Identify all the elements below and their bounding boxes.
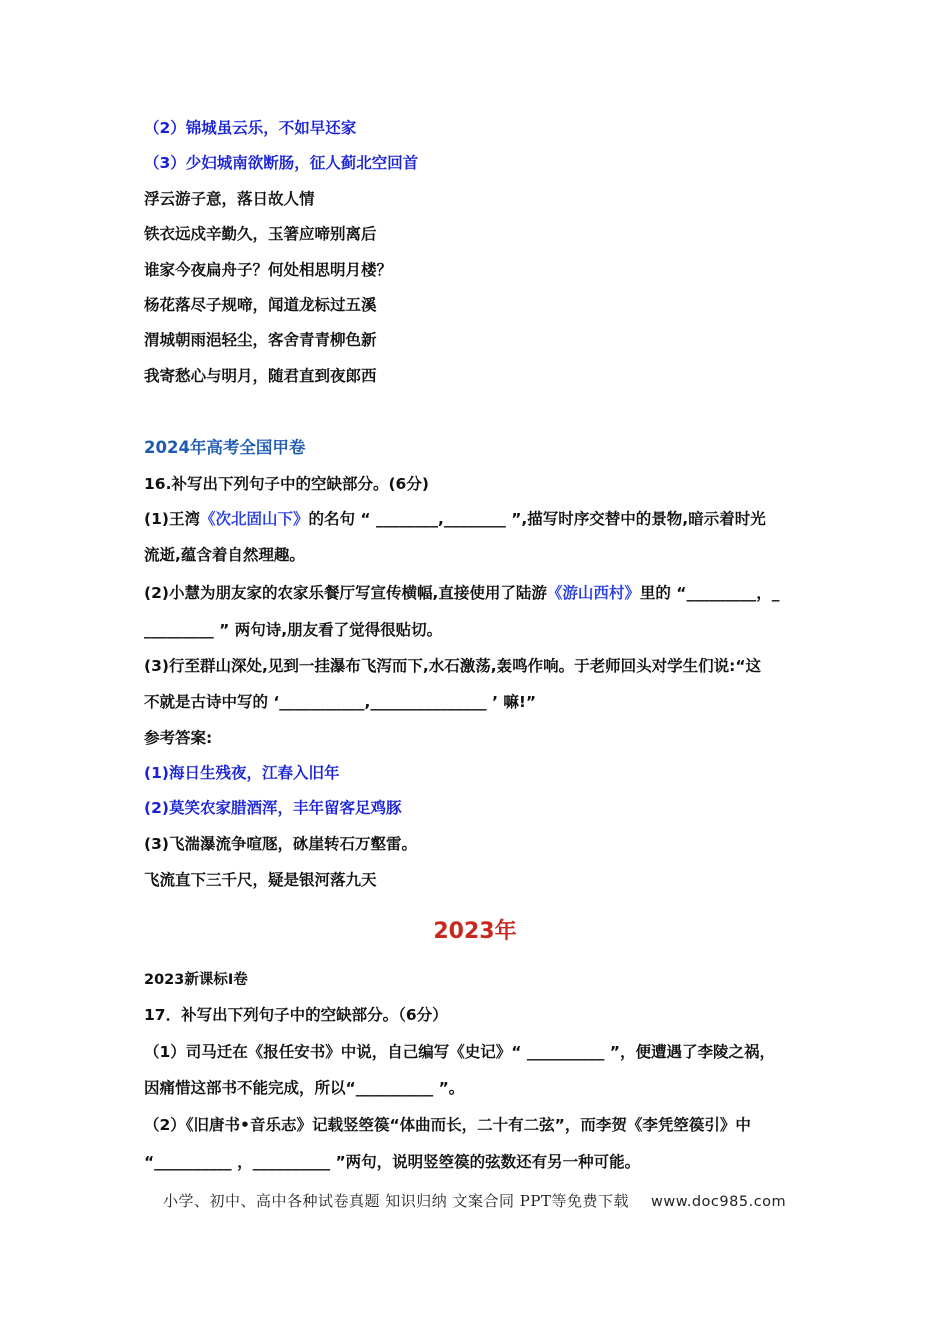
question-text: (1)王湾 — [144, 510, 200, 528]
year-heading: 2023年 — [433, 919, 517, 944]
answer-line: （3）少妇城南欲断肠，征人蓟北空回首 — [144, 154, 419, 172]
page-footer — [163, 1190, 786, 1211]
question-line — [144, 582, 779, 604]
question-line — [144, 508, 766, 530]
question-line: （2）《旧唐书•音乐志》记载竖箜篌“体曲而长，二十有二弦”，而李贺《李凭箜篌引》中 — [144, 1116, 751, 1134]
question-line: （1）司马迁在《报任安书》中说，自己编写《史记》“ __________ ”，便遭遇了李陵之祸， — [144, 1043, 775, 1061]
poem-title-link[interactable]: 《游山西村》 — [546, 584, 640, 602]
question-line: 因痛惜这部书不能完成，所以“__________ ”。 — [144, 1079, 465, 1097]
answer-line: 浮云游子意，落日故人情 — [144, 190, 315, 208]
answer-line: (2)莫笑农家腊酒浑，丰年留客足鸡豚 — [144, 799, 402, 817]
answer-line: 我寄愁心与明月，随君直到夜郎西 — [144, 367, 377, 385]
answer-line: 谁家今夜扁舟子？何处相思明月楼？ — [144, 261, 393, 279]
answer-line: 飞流直下三千尺，疑是银河落九天 — [144, 871, 377, 889]
section-heading-2023: 2023新课标Ⅰ卷 — [144, 972, 248, 988]
question-title: 17．补写出下列句子中的空缺部分。（6分） — [144, 1006, 448, 1024]
question-line: 不就是古诗中写的 ‘___________,_______________ ’ 嘛!” — [144, 693, 537, 711]
question-line: _________ ” 两句诗,朋友看了觉得很贴切。 — [144, 621, 443, 639]
reference-answer-label: 参考答案: — [144, 729, 213, 747]
answer-line: （2）锦城虽云乐，不如早还家 — [144, 119, 357, 137]
footer-url-link[interactable]: www.doc985.com — [651, 1194, 787, 1210]
answer-line: 杨花落尽子规啼，闻道龙标过五溪 — [144, 296, 377, 314]
poem-title-link[interactable]: 《次北固山下》 — [199, 510, 309, 528]
answer-line: 渭城朝雨浥轻尘，客舍青青柳色新 — [144, 331, 377, 349]
question-line: 流逝,蕴含着自然理趣。 — [144, 546, 305, 564]
question-line: (3)行至群山深处,见到一挂瀑布飞泻而下,水石激荡,轰鸣作响。于老师回头对学生们说:“这 — [144, 657, 762, 675]
question-text: 里的 “_________，_ — [639, 584, 780, 602]
footer-text: 小学、初中、高中各种试卷真题 知识归纳 文案合同 PPT等免费下载 — [163, 1192, 629, 1210]
question-text: 的名句 “ ________,________ ”,描写时序交替中的景物,暗示着时光 — [308, 510, 766, 528]
question-line: “__________ ，__________ ”两句，说明竖箜篌的弦数还有另一种可能。 — [144, 1153, 641, 1171]
answer-line: (3)飞湍瀑流争喧豗，砯崖转石万壑雷。 — [144, 835, 417, 853]
section-heading-2024: 2024年高考全国甲卷 — [144, 438, 306, 457]
question-text: (2)小慧为朋友家的农家乐餐厅写宣传横幅,直接使用了陆游 — [144, 584, 547, 602]
answer-line: 铁衣远戍辛勤久，玉箸应啼别离后 — [144, 225, 377, 243]
answer-line: (1)海日生残夜，江春入旧年 — [144, 764, 340, 782]
question-title: 16.补写出下列句子中的空缺部分。(6分) — [144, 475, 429, 493]
